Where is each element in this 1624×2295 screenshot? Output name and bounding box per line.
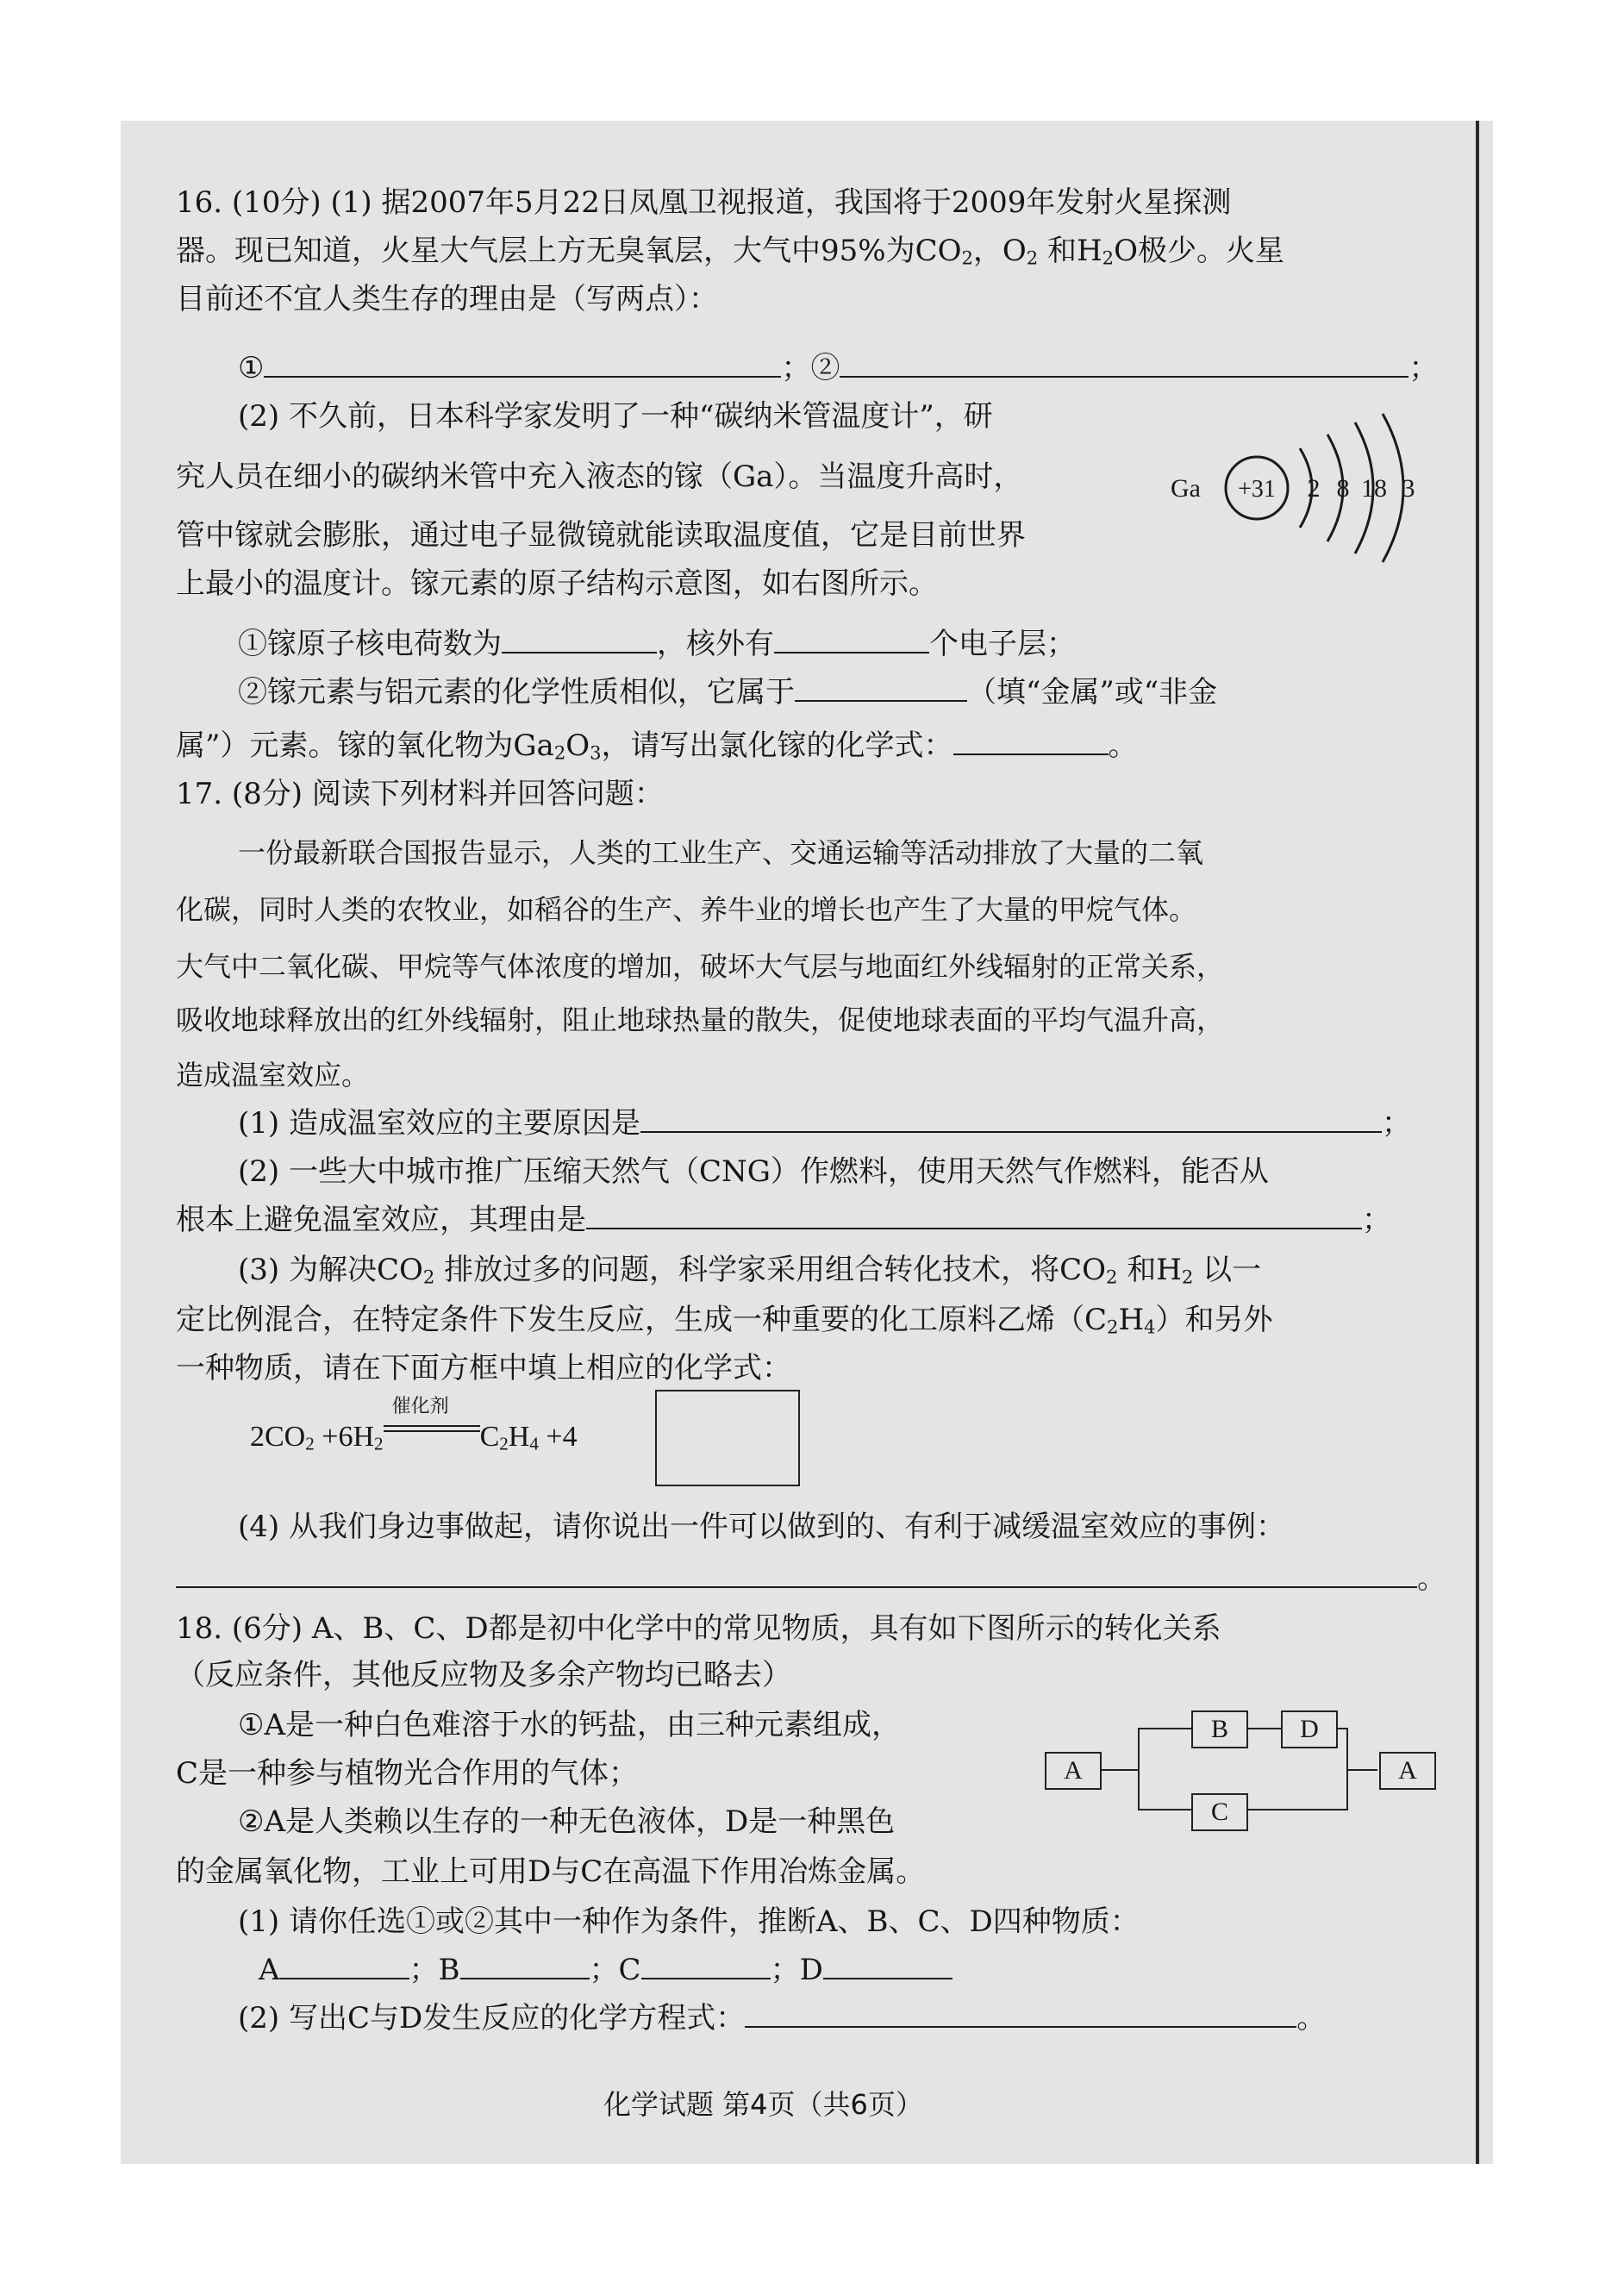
page-edge-line	[1476, 121, 1479, 2164]
catalyst-arrow	[384, 1396, 480, 1446]
greenhouse-cause-blank[interactable]	[640, 1107, 1382, 1133]
q17-part3-line2: 定比例混合，在特定条件下发生反应，生成一种重要的化工原料乙烯$(C_2H_4)$和另外	[176, 1303, 1273, 1338]
q16-q1: ①镓原子核电荷数为 ，核外有 个电子层；	[238, 627, 1076, 661]
q16-p2-line2: 究人员在细小的碳纳米管中充入液态的镓（Ga）。当温度升高时，	[176, 460, 1023, 494]
substance-d-blank[interactable]	[823, 1954, 953, 1979]
q18-cond2-line2: 的金属氧化物，工业上可用D与C在高温下作用冶炼金属。	[176, 1854, 926, 1889]
substance-b-blank[interactable]	[460, 1954, 590, 1979]
q16-q3: 属”）元素。镓的氧化物为$Ga_2O_3$，请写出氯化镓的化学式： 。	[176, 729, 1138, 764]
shell-count-3: 18	[1361, 474, 1387, 503]
atom-symbol: Ga	[1171, 474, 1201, 503]
q17-part3-line1: (3) 为解决$CO_2$ 排放过多的问题，科学家采用组合转化技术，将$CO_2$ 和$H_2$ 以一	[238, 1253, 1262, 1288]
equation-answer-blank[interactable]	[745, 2002, 1296, 2028]
q17-part2-line2: 根本上避免温室效应，其理由是 ；	[176, 1203, 1391, 1237]
diagram-node-a-end: A	[1379, 1752, 1436, 1790]
q16-line1: 16. (10分) (1) 据2007年5月22日凤凰卫视报道，我国将于2009年发射火星探测	[176, 185, 1232, 220]
q17-material-line2: 化碳，同时人类的农牧业，如稻谷的生产、养牛业的增长也产生了大量的甲烷气体。	[176, 893, 1197, 926]
diagram-connector	[1100, 1769, 1138, 1771]
diagram-node-d: D	[1281, 1710, 1338, 1748]
shell-count-2: 8	[1336, 474, 1350, 503]
gallium-atom-diagram	[1155, 414, 1431, 603]
q16-reason-blanks: ① ；② ；	[238, 351, 1439, 385]
q18-cond2-line1: ②A是人类赖以生存的一种无色液体，D是一种黑色	[238, 1804, 896, 1839]
diagram-arrow-to-c	[1138, 1809, 1191, 1810]
q18-line2: （反应条件，其他反应物及多余产物均已略去）	[176, 1658, 791, 1692]
nucleus-charge: +31	[1238, 476, 1276, 503]
q17-part4: (4) 从我们身边事做起，请你说出一件可以做到的、有利于减缓温室效应的事例：	[238, 1510, 1285, 1544]
diagram-node-b: B	[1191, 1710, 1248, 1748]
substance-a-blank[interactable]	[280, 1954, 409, 1979]
metal-type-blank[interactable]	[795, 676, 967, 702]
q18-cond1-line2: C是一种参与植物光合作用的气体；	[176, 1756, 639, 1791]
q17-material-line3: 大气中二氧化碳、甲烷等气体浓度的增加，破坏大气层与地面红外线辐射的正常关系，	[176, 950, 1225, 983]
shell-count-4: 3	[1402, 474, 1415, 503]
q16-q2: ②镓元素与铝元素的化学性质相似，它属于 （填“金属”或“非金	[238, 675, 1218, 710]
diagram-branch-vertical	[1138, 1728, 1140, 1810]
q16-line2: 器。现已知道，火星大气层上方无臭氧层，大气中95%为$CO_2$，$O_2$ 和$H_2O$极少。火星	[176, 234, 1284, 269]
shell-count-1: 2	[1307, 474, 1321, 503]
reason2-blank[interactable]	[840, 352, 1409, 378]
diagram-c-out	[1246, 1809, 1346, 1810]
q16-p2-line3: 管中镓就会膨胀，通过电子显微镜就能读取温度值，它是目前世界	[176, 518, 1026, 553]
diagram-arrow-to-a	[1346, 1769, 1377, 1771]
substance-c-blank[interactable]	[641, 1954, 771, 1979]
nuclear-charge-blank[interactable]	[502, 628, 657, 653]
gallium-chloride-blank[interactable]	[953, 729, 1109, 755]
catalyst-label: 催化剂	[391, 1396, 449, 1417]
q17-part3-line3: 一种物质，请在下面方框中填上相应的化学式：	[176, 1351, 791, 1385]
q17-material-line1: 一份最新联合国报告显示，人类的工业生产、交通运输等活动排放了大量的二氧	[238, 836, 1204, 869]
natural-gas-reason-blank[interactable]	[586, 1204, 1362, 1229]
product-answer-box[interactable]	[655, 1390, 800, 1486]
q16-p2-line1: (2) 不久前，日本科学家发明了一种“碳纳米管温度计”，研	[238, 399, 993, 434]
q18-part2: (2) 写出C与D发生反应的化学方程式： 。	[238, 2001, 1327, 2035]
page-footer: 化学试题 第4页（共6页）	[603, 2088, 923, 2121]
shell-count-blank[interactable]	[774, 628, 929, 653]
diagram-arrow-to-b	[1138, 1728, 1191, 1729]
q18-part1-blanks: A ；B ；C ；D	[259, 1952, 953, 1988]
q17-material-line4: 吸收地球释放出的红外线辐射，阻止地球热量的散失，促使地球表面的平均气温升高，	[176, 1004, 1225, 1036]
example-answer-blank[interactable]	[176, 1562, 1417, 1588]
q18-line1: 18. (6分) A、B、C、D都是初中化学中的常见物质，具有如下图所示的转化关系	[176, 1611, 1221, 1646]
q18-part1: (1) 请你任选①或②其中一种作为条件，推断A、B、C、D四种物质：	[238, 1904, 1140, 1939]
diagram-arrow-b-to-d	[1246, 1728, 1281, 1729]
q18-cond1-line1: ①A是一种白色难溶于水的钙盐，由三种元素组成，	[238, 1708, 902, 1742]
q17-part2-line1: (2) 一些大中城市推广压缩天然气（CNG）作燃料，使用天然气作燃料，能否从	[238, 1154, 1269, 1189]
q17-material-line5: 造成温室效应。	[176, 1059, 370, 1091]
reason1-blank[interactable]	[264, 352, 781, 378]
q17-equation: $2CO_2 +6H_2$ 催化剂 $C_2H_4 +4$	[250, 1419, 578, 1462]
diagram-node-a-start: A	[1045, 1752, 1102, 1790]
q16-p2-line4: 上最小的温度计。镓元素的原子结构示意图，如右图所示。	[176, 566, 938, 601]
q17-part4-answer: 。	[176, 1560, 1446, 1597]
q16-line3: 目前还不宜人类生存的理由是（写两点）：	[176, 282, 718, 316]
q17-part1: (1) 造成温室效应的主要原因是 ；	[238, 1106, 1411, 1141]
q17-heading: 17. (8分) 阅读下列材料并回答问题：	[176, 777, 664, 811]
diagram-d-out	[1336, 1728, 1346, 1729]
diagram-node-c: C	[1191, 1793, 1248, 1831]
